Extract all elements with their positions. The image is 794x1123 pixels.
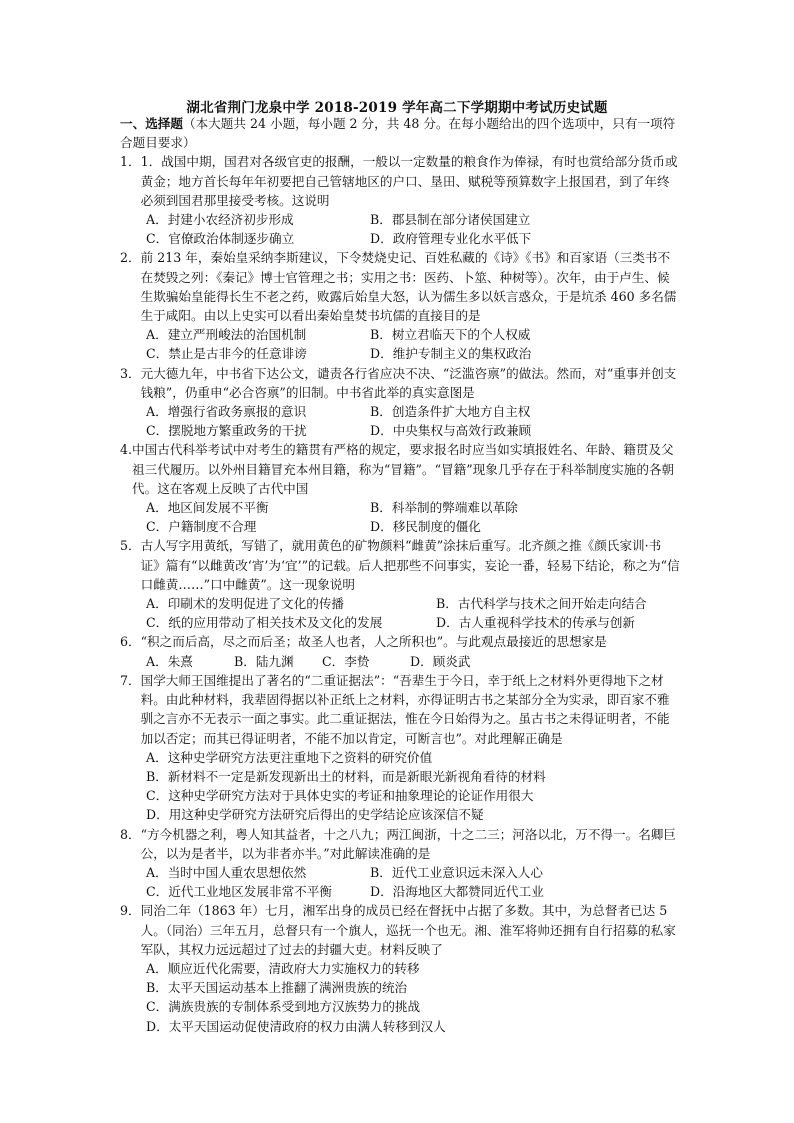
question-stem: 古人写字用黄纸，写错了，就用黄色的矿物颜料“雌黄”涂抹后重写。北齐颜之推《颜氏家训·书证》篇有“以雌黄改‘宵’为‘宜’”的记载。后人把那些不问事实，妄论一番，轻易下结论，称之为“信口雌黄……”口中雌黄”。这一现象说明 (140, 538, 680, 592)
question-number: 8． (120, 826, 141, 842)
question-stem: 元大德九年，中书省下达公文，谴责各行省应决不决、“泛滥咨禀”的做法。然而，对“重事并创支钱粮”，仍重申“必合咨禀”的旧制。中书省此举的真实意图是 (140, 365, 677, 400)
option-d: D．太平天国运动促使清政府的权力由满人转移到汉人 (146, 1018, 446, 1034)
question-3 (120, 364, 680, 441)
question-2 (120, 248, 680, 363)
option-c: C．摆脱地方繁重政务的干扰 (146, 423, 307, 439)
question-4 (120, 440, 680, 536)
question-8 (120, 825, 680, 902)
question-stem: 前 213 年，秦始皇采纳李斯建议，下令焚烧史记、百姓私藏的《诗》《书》和百家语（三类书不在焚毁之列：《秦记》博士官管理之书；实用之书：医药、卜筮、种树等）。次年，由于卢生、候生欺骗始皇能得长生不老之药，败露后始皇大怒，认为儒生多以妖言惑众，于是坑杀 460 多名儒生于咸阳。由以上史实可以看出秦始皇焚书坑儒的直接目的是 (140, 250, 677, 324)
question-6 (120, 632, 680, 670)
question-number: 9． (120, 903, 141, 919)
question-stem: “积之而后高，尽之而后圣；故圣人也者，人之所积也”。与此观点最接近的思想家是 (140, 634, 607, 650)
option-b: B．古代科学与技术之间开始走向结合 (436, 596, 647, 612)
option-d: D．政府管理专业化水平低下 (370, 231, 532, 247)
option-b: B．树立君临天下的个人权威 (370, 327, 531, 343)
option-b: B．新材料不一定是新发现新出土的材料，而是新眼光新视角看待的材料 (146, 768, 546, 784)
options (120, 959, 680, 1036)
question-number: 3． (120, 365, 141, 381)
option-a: A．顺应近代化需要，清政府大力实施权力的转移 (146, 960, 420, 976)
option-c: C．满族贵族的专制体系受到地方汉族势力的挑战 (146, 999, 421, 1015)
option-a: A．封建小农经济初步形成 (146, 212, 294, 228)
option-c: C．李贽 (322, 653, 370, 669)
option-a: A．这种史学研究方法更注重地下之资料的研究价值 (146, 749, 433, 765)
options (120, 863, 680, 901)
option-c: C．这种史学研究方法对于具体史实的考证和抽象理论的论证作用很大 (146, 788, 534, 804)
option-d: D．中央集权与高效行政兼顾 (370, 423, 532, 439)
option-c: C．禁止是古非今的任意诽谤 (146, 346, 307, 362)
question-stem: 1．战国中期，国君对各级官吏的报酬，一般以一定数量的粮食作为俸禄，有时也赏给部分货币或黄金；地方首长每年年初要把自己管辖地区的户口、垦田、赋税等预算数字上报国君，到了年终必须到国君那里接受考核。这说明 (140, 154, 678, 208)
question-number: 6． (120, 634, 141, 650)
question-number: 2． (120, 250, 141, 266)
options (120, 210, 680, 248)
question-list (120, 114, 680, 1036)
options (120, 325, 680, 363)
options (120, 652, 680, 671)
option-c: C．官僚政治体制逐步确立 (146, 231, 295, 247)
option-a: A．朱熹 (146, 653, 193, 669)
options (120, 402, 680, 440)
options (120, 748, 680, 825)
option-d: D．古人重视科学技术的传承与创新 (436, 615, 636, 631)
question-stem: 中国古代科举考试中对考生的籍贯有严格的规定，要求报名时应当如实填报姓名、年龄、籍贯及父祖三代履历。以外州目籍冒充本州目籍，称为“冒籍”。“冒籍”现象几乎存在于科举制度实施的各朝代。这在客观上反映了古代中国 (132, 442, 675, 496)
option-b: B．近代工业意识远未深入人心 (370, 864, 543, 880)
section-head-label: 一、选择题 (120, 116, 183, 131)
question-9 (120, 901, 680, 1035)
option-d: D．用这种史学研究方法研究后得出的史学结论应该深信不疑 (146, 807, 484, 823)
section-header (120, 114, 680, 152)
option-d: D．维护专制主义的集权政治 (370, 346, 532, 362)
question-stem: 同治二年（1863 年）七月，湘军出身的成员已经在督抚中占据了多数。其中，为总督者已达 5 人。（同治）三年五月，总督只有一个旗人，巡抚一个也无。湘、淮军将帅还拥有自行招募的私家军队，其权力远远超过了过去的封疆大吏。材料反映了 (140, 903, 676, 957)
option-c: C．户籍制度不合理 (146, 519, 257, 535)
page-title: 湖北省荆门龙泉中学 2018-2019 学年高二下学期期中考试历史试题 (186, 100, 608, 116)
option-a: A．印刷术的发明促进了文化的传播 (146, 596, 345, 612)
question-5 (120, 536, 680, 632)
question-number: 5． (120, 538, 141, 554)
option-a: A．增强行省政务禀报的意识 (146, 404, 307, 420)
question-stem: “方今机器之利，粤人知其益者，十之八九；两江闽浙，十之二三；河洛以北，万不得一。名卿巨公，以为是者半，以为非者亦半。”对此解读准确的是 (140, 826, 676, 861)
question-number: 7． (120, 672, 141, 688)
option-d: D．顾炎武 (410, 653, 471, 669)
question-stem: 国学大师王国维提出了著名的“二重证据法”：“吾辈生于今日，幸于纸上之材料外更得地下之材料。由此种材料，我辈固得据以补正纸上之材料，亦得证明古书之某部分全为实录，即百家不雅驯之言亦不无表示一面之事实。此二重证据法，惟在今日始得为之。虽古书之未得证明者，不能加以否定；而其已得证明者，不能不加以肯定，可断言也”。对此理解正确是 (140, 672, 670, 746)
option-b: B．太平天国运动基本上推翻了满洲贵族的统治 (146, 980, 408, 996)
option-a: A．建立严刑峻法的治国机制 (146, 327, 307, 343)
option-b: B．科举制的弊端难以革除 (370, 500, 518, 516)
option-c: C．纸的应用带动了相关技术及文化的发展 (146, 615, 383, 631)
question-1 (120, 152, 680, 248)
question-number: 4. (120, 442, 133, 458)
option-d: D．沿海地区大都赞同近代工业 (370, 884, 544, 900)
options (120, 498, 680, 536)
section-description: （本大题共 24 小题，每小题 2 分，共 48 分。在每小题给出的四个选项中，只有一项符合题目要求） (120, 116, 676, 151)
option-d: D．移民制度的僵化 (370, 519, 481, 535)
option-a: A．当时中国人重农思想依然 (146, 864, 307, 880)
option-c: C．近代工业地区发展非常不平衡 (146, 884, 332, 900)
option-b: B．陆九渊 (234, 653, 294, 669)
question-number: 1． (120, 154, 141, 170)
option-b: B．郡县制在部分诸侯国建立 (370, 212, 531, 228)
option-b: B．创造条件扩大地方自主权 (370, 404, 531, 420)
option-a: A．地区间发展不平衡 (146, 500, 269, 516)
question-7 (120, 671, 680, 825)
options (120, 594, 680, 632)
